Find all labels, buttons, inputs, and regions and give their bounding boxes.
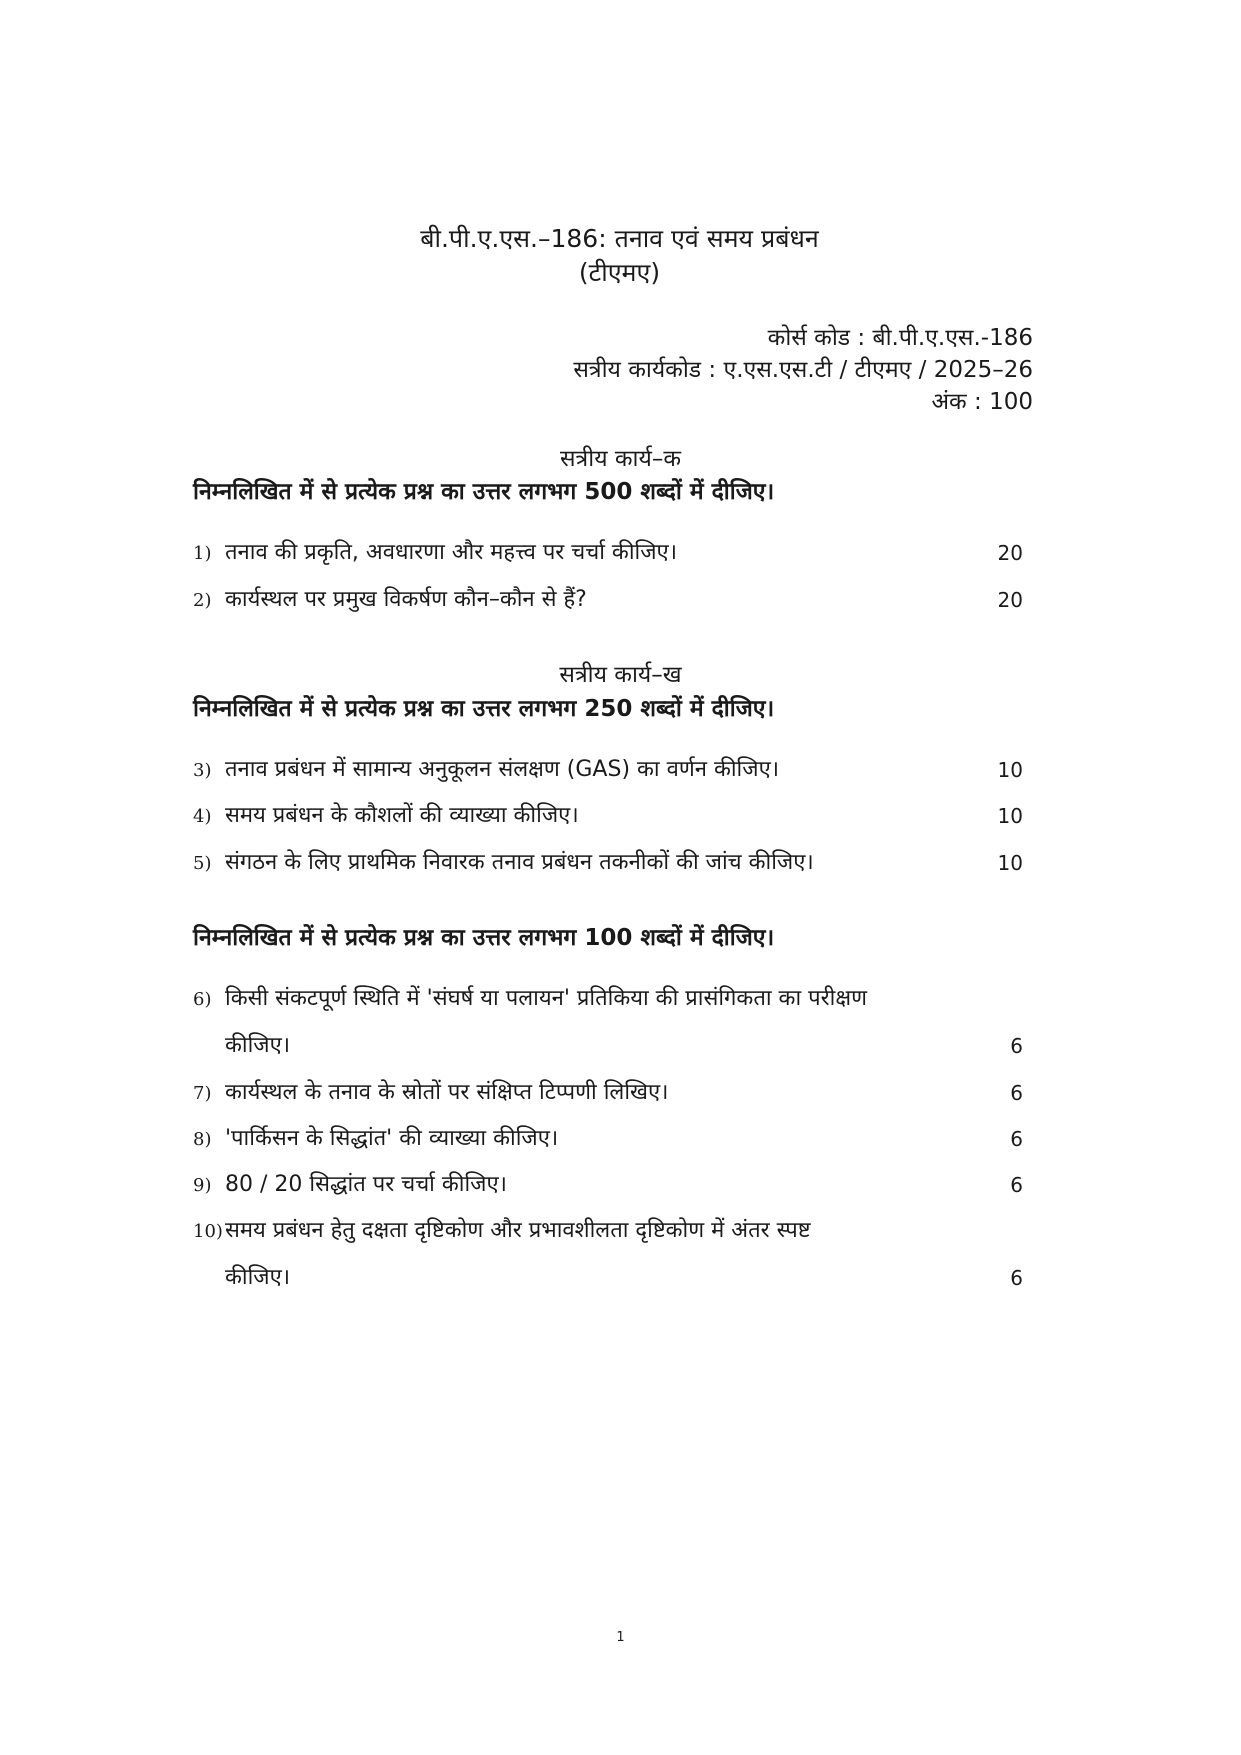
question-marks: 10 xyxy=(997,851,1023,875)
section-b-instruction: निम्नलिखित में से प्रत्येक प्रश्न का उत्तर लगभग 250 शब्दों में दीजिए। xyxy=(193,696,775,722)
question-text: 'पार्किसन के सिद्धांत' की व्याख्या कीजिए। xyxy=(225,1126,559,1151)
question-marks: 6 xyxy=(1010,1081,1023,1105)
question-text: 80 / 20 सिद्धांत पर चर्चा कीजिए। xyxy=(225,1172,507,1197)
section-a-heading: सत्रीय कार्य–क xyxy=(560,446,681,472)
assignment-code: सत्रीय कार्यकोड : ए.एस.एस.टी / टीएमए / 2025–26 xyxy=(573,357,1033,383)
question-text: समय प्रबंधन के कौशलों की व्याख्या कीजिए। xyxy=(225,803,579,828)
question-marks: 6 xyxy=(1010,1034,1023,1058)
question-text-continued: कीजिए। xyxy=(225,1033,291,1058)
question-text: कार्यस्थल के तनाव के स्रोतों पर संक्षिप्त टिप्पणी लिखिए। xyxy=(225,1080,669,1105)
question-6 xyxy=(193,984,1023,1061)
question-number: 1) xyxy=(193,543,212,564)
question-number: 9) xyxy=(193,1175,212,1196)
question-marks: 6 xyxy=(1010,1266,1023,1290)
page-title: बी.पी.ए.एस.–186: तनाव एवं समय प्रबंधन xyxy=(420,224,819,253)
question-marks: 6 xyxy=(1010,1127,1023,1151)
question-7 xyxy=(193,1078,1023,1109)
question-number: 5) xyxy=(193,853,212,874)
question-number: 6) xyxy=(193,989,212,1010)
question-text: किसी संकटपूर्ण स्थिति में 'संघर्ष या पलायन' प्रतिकिया की प्रासंगिकता का परीक्षण xyxy=(225,986,868,1011)
question-1 xyxy=(193,538,1023,569)
question-marks: 10 xyxy=(997,804,1023,828)
course-code: कोर्स कोड : बी.पी.ए.एस.-186 xyxy=(767,325,1033,351)
question-number: 8) xyxy=(193,1129,212,1150)
question-marks: 6 xyxy=(1010,1173,1023,1197)
question-number: 7) xyxy=(193,1083,212,1104)
page-subtitle: (टीएमए) xyxy=(578,258,661,287)
question-3 xyxy=(193,755,1023,786)
course-meta xyxy=(573,322,1033,418)
question-text: तनाव की प्रकृति, अवधारणा और महत्त्व पर चर्चा कीजिए। xyxy=(225,540,678,565)
question-marks: 20 xyxy=(997,541,1023,565)
question-10 xyxy=(193,1216,1023,1293)
question-4 xyxy=(193,801,1023,832)
section-b-heading: सत्रीय कार्य–ख xyxy=(559,662,682,688)
section-c-instruction: निम्नलिखित में से प्रत्येक प्रश्न का उत्तर लगभग 100 शब्दों में दीजिए। xyxy=(193,925,775,951)
question-number: 3) xyxy=(193,760,212,781)
total-marks: अंक : 100 xyxy=(931,389,1033,415)
question-text: तनाव प्रबंधन में सामान्य अनुकूलन संलक्षण (GAS) का वर्णन कीजिए। xyxy=(225,757,780,782)
page-number: 1 xyxy=(616,1630,625,1645)
question-number: 10) xyxy=(193,1221,223,1242)
question-number: 2) xyxy=(193,590,212,611)
title-block xyxy=(0,222,1241,290)
question-text: समय प्रबंधन हेतु दक्षता दृष्टिकोण और प्रभावशीलता दृष्टिकोण में अंतर स्पष्ट xyxy=(225,1218,811,1243)
question-number: 4) xyxy=(193,806,212,827)
question-text-continued: कीजिए। xyxy=(225,1265,291,1290)
question-8 xyxy=(193,1124,1023,1155)
question-5 xyxy=(193,848,1023,879)
section-a-instruction: निम्नलिखित में से प्रत्येक प्रश्न का उत्तर लगभग 500 शब्दों में दीजिए। xyxy=(193,479,775,505)
question-marks: 10 xyxy=(997,758,1023,782)
question-marks: 20 xyxy=(997,588,1023,612)
question-9 xyxy=(193,1170,1023,1201)
question-text: संगठन के लिए प्राथमिक निवारक तनाव प्रबंधन तकनीकों की जांच कीजिए। xyxy=(225,850,814,875)
question-text: कार्यस्थल पर प्रमुख विकर्षण कौन–कौन से हैं? xyxy=(225,587,587,612)
question-2 xyxy=(193,585,1023,616)
